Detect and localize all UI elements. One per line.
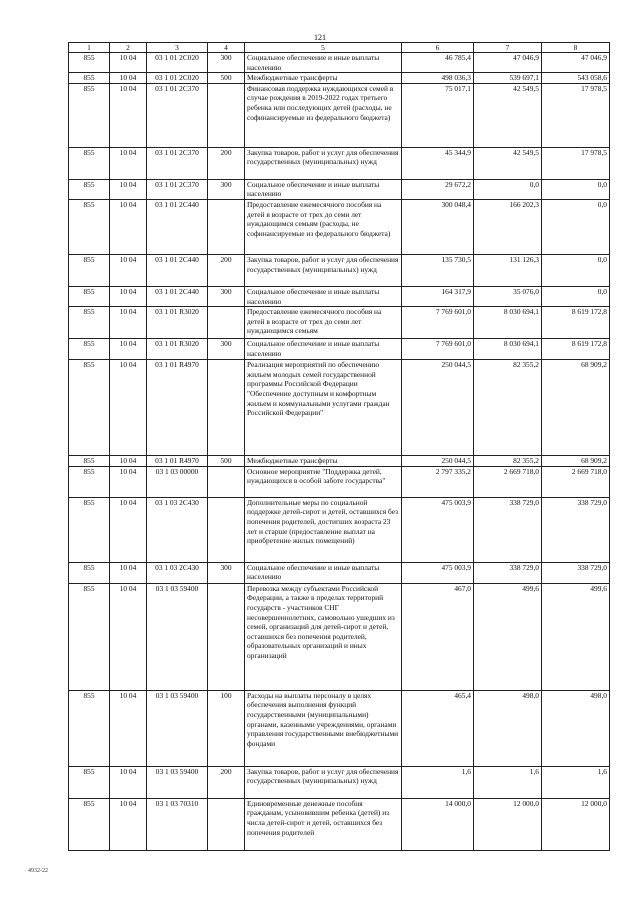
cell-expense-type: 500	[208, 456, 245, 467]
cell-amount-2023: 47 046,9	[474, 53, 542, 73]
cell-chapter: 855	[69, 583, 110, 690]
cell-description: Закупка товаров, работ и услуг для обеспечения государственных (муниципальных) нужд	[245, 766, 402, 798]
cell-target-item: 03 1 03 59400	[147, 690, 208, 766]
cell-section: 10 04	[110, 83, 147, 147]
cell-amount-2022: 2 797 335,2	[402, 466, 474, 497]
cell-amount-2024: 0,0	[542, 286, 610, 306]
cell-target-item: 03 1 01 R4970	[147, 456, 208, 467]
cell-amount-2024: 338 729,0	[542, 562, 610, 583]
table-row	[69, 73, 610, 84]
cell-amount-2023: 539 697,1	[474, 73, 542, 84]
col-header: 6	[402, 43, 474, 53]
cell-expense-type	[208, 199, 245, 254]
cell-section: 10 04	[110, 466, 147, 497]
cell-amount-2022: 7 769 601,0	[402, 307, 474, 339]
col-header: 7	[474, 43, 542, 53]
cell-target-item: 03 1 01 R3020	[147, 339, 208, 360]
table-row	[69, 339, 610, 360]
cell-amount-2024: 498,0	[542, 690, 610, 766]
cell-expense-type: 300	[208, 179, 245, 199]
cell-description: Закупка товаров, работ и услуг для обеспечения государственных (муниципальных) нужд	[245, 147, 402, 179]
col-header: 5	[245, 43, 402, 53]
cell-expense-type	[208, 83, 245, 147]
cell-chapter: 855	[69, 307, 110, 339]
cell-amount-2022: 475 003,9	[402, 497, 474, 562]
cell-chapter: 855	[69, 147, 110, 179]
cell-target-item: 03 1 01 2С020	[147, 73, 208, 84]
cell-section: 10 04	[110, 73, 147, 84]
cell-expense-type: 300	[208, 339, 245, 360]
cell-amount-2023: 82 355,2	[474, 456, 542, 467]
cell-section: 10 04	[110, 766, 147, 798]
cell-section: 10 04	[110, 360, 147, 456]
table-row	[69, 147, 610, 179]
cell-amount-2024: 68 909,2	[542, 360, 610, 456]
cell-chapter: 855	[69, 497, 110, 562]
table-row	[69, 199, 610, 254]
cell-amount-2022: 135 730,5	[402, 254, 474, 286]
cell-section: 10 04	[110, 179, 147, 199]
cell-target-item: 03 1 01 R4970	[147, 360, 208, 456]
cell-description: Финансовая поддержка нуждающихся семей в случае рождения в 2019-2022 годах третьего ребенка или последующих детей (расходы, не софинансируемые из федерального бюджета)	[245, 83, 402, 147]
cell-amount-2022: 250 044,5	[402, 456, 474, 467]
cell-amount-2024: 68 909,2	[542, 456, 610, 467]
cell-amount-2022: 475 003,9	[402, 562, 474, 583]
col-header: 3	[147, 43, 208, 53]
cell-amount-2022: 14 000,0	[402, 798, 474, 850]
cell-description: Реализация мероприятий по обеспечению жильем молодых семей государственной программы Российской Федерации "Обеспечение доступным и комфортным жильем и коммунальными услугами граждан Российской Федерации"	[245, 360, 402, 456]
cell-expense-type	[208, 497, 245, 562]
cell-target-item: 03 1 03 59400	[147, 583, 208, 690]
table-row	[69, 254, 610, 286]
cell-section: 10 04	[110, 199, 147, 254]
cell-target-item: 03 1 03 2С430	[147, 562, 208, 583]
cell-expense-type	[208, 307, 245, 339]
page-number: 121	[314, 33, 326, 42]
header-row	[69, 43, 610, 53]
cell-amount-2022: 7 769 601,0	[402, 339, 474, 360]
cell-amount-2022: 300 048,4	[402, 199, 474, 254]
cell-amount-2022: 467,0	[402, 583, 474, 690]
cell-expense-type: 300	[208, 562, 245, 583]
cell-amount-2023: 338 729,0	[474, 562, 542, 583]
cell-description: Социальное обеспечение и иные выплаты населению	[245, 562, 402, 583]
footer-code: 4932-22	[28, 868, 48, 874]
cell-amount-2024: 8 619 172,8	[542, 307, 610, 339]
cell-amount-2023: 2 669 718,0	[474, 466, 542, 497]
cell-amount-2023: 166 202,3	[474, 199, 542, 254]
cell-amount-2022: 75 017,1	[402, 83, 474, 147]
cell-target-item: 03 1 01 2С370	[147, 83, 208, 147]
cell-section: 10 04	[110, 286, 147, 306]
cell-amount-2024: 12 000,0	[542, 798, 610, 850]
cell-amount-2022: 498 036,3	[402, 73, 474, 84]
cell-amount-2023: 0,0	[474, 179, 542, 199]
cell-description: Закупка товаров, работ и услуг для обеспечения государственных (муниципальных) нужд	[245, 254, 402, 286]
cell-target-item: 03 1 03 2С430	[147, 497, 208, 562]
cell-description: Основное мероприятие "Поддержка детей, нуждающихся в особой заботе государства"	[245, 466, 402, 497]
budget-table	[68, 42, 610, 851]
cell-amount-2024: 8 619 172,8	[542, 339, 610, 360]
cell-amount-2023: 8 030 694,1	[474, 307, 542, 339]
cell-expense-type: 300	[208, 53, 245, 73]
cell-amount-2024: 338 729,0	[542, 497, 610, 562]
cell-amount-2022: 45 344,9	[402, 147, 474, 179]
table-row	[69, 307, 610, 339]
cell-expense-type: 200	[208, 766, 245, 798]
col-header: 1	[69, 43, 110, 53]
cell-chapter: 855	[69, 798, 110, 850]
cell-amount-2023: 499,6	[474, 583, 542, 690]
cell-amount-2023: 1,6	[474, 766, 542, 798]
table-row	[69, 690, 610, 766]
cell-chapter: 855	[69, 254, 110, 286]
cell-expense-type: 500	[208, 73, 245, 84]
cell-amount-2023: 82 355,2	[474, 360, 542, 456]
cell-chapter: 855	[69, 466, 110, 497]
cell-expense-type	[208, 360, 245, 456]
cell-section: 10 04	[110, 147, 147, 179]
cell-description: Единовременные денежные пособия гражданам, усыновившим ребенка (детей) из числа детей-сирот и детей, оставшихся без попечения родителей	[245, 798, 402, 850]
table-row	[69, 286, 610, 306]
cell-description: Социальное обеспечение и иные выплаты населению	[245, 179, 402, 199]
cell-amount-2023: 12 000,0	[474, 798, 542, 850]
cell-amount-2024: 1,6	[542, 766, 610, 798]
cell-expense-type	[208, 466, 245, 497]
cell-amount-2022: 465,4	[402, 690, 474, 766]
cell-section: 10 04	[110, 497, 147, 562]
cell-target-item: 03 1 01 2С440	[147, 199, 208, 254]
cell-section: 10 04	[110, 562, 147, 583]
cell-amount-2024: 543 058,6	[542, 73, 610, 84]
cell-chapter: 855	[69, 286, 110, 306]
table-row	[69, 83, 610, 147]
cell-expense-type: 100	[208, 690, 245, 766]
cell-target-item: 03 1 03 59400	[147, 766, 208, 798]
cell-section: 10 04	[110, 254, 147, 286]
cell-expense-type	[208, 798, 245, 850]
cell-chapter: 855	[69, 179, 110, 199]
cell-amount-2023: 42 549,5	[474, 147, 542, 179]
cell-section: 10 04	[110, 339, 147, 360]
cell-chapter: 855	[69, 199, 110, 254]
cell-amount-2023: 338 729,0	[474, 497, 542, 562]
cell-description: Расходы на выплаты персоналу в целях обеспечения выполнения функций государственными (муниципальными) органами, казенными учреждениями, органами управления государственными внебюджетными фондами	[245, 690, 402, 766]
cell-section: 10 04	[110, 456, 147, 467]
cell-amount-2022: 46 785,4	[402, 53, 474, 73]
cell-description: Дополнительные меры по социальной поддержке детей-сирот и детей, оставшихся без попечения родителей, достигших возраста 23 лет и старше (предоставление выплат на приобретение жилых помещений)	[245, 497, 402, 562]
cell-target-item: 03 1 01 R3020	[147, 307, 208, 339]
table-row	[69, 179, 610, 199]
cell-amount-2024: 0,0	[542, 254, 610, 286]
cell-expense-type: 200	[208, 147, 245, 179]
cell-chapter: 855	[69, 53, 110, 73]
cell-expense-type	[208, 583, 245, 690]
cell-amount-2024: 499,6	[542, 583, 610, 690]
cell-chapter: 855	[69, 73, 110, 84]
cell-amount-2022: 1,6	[402, 766, 474, 798]
cell-amount-2024: 0,0	[542, 179, 610, 199]
table-row	[69, 583, 610, 690]
cell-chapter: 855	[69, 360, 110, 456]
cell-expense-type: 200	[208, 254, 245, 286]
table-row	[69, 456, 610, 467]
cell-amount-2024: 0,0	[542, 199, 610, 254]
cell-amount-2022: 29 672,2	[402, 179, 474, 199]
cell-chapter: 855	[69, 456, 110, 467]
cell-target-item: 03 1 03 70310	[147, 798, 208, 850]
table-row	[69, 798, 610, 850]
cell-description: Предоставление ежемесячного пособия на детей в возрасте от трех до семи лет нуждающимся семьям	[245, 307, 402, 339]
cell-target-item: 03 1 01 2С440	[147, 286, 208, 306]
cell-description: Социальное обеспечение и иные выплаты населению	[245, 286, 402, 306]
cell-description: Межбюджетные трансферты	[245, 73, 402, 84]
col-header: 8	[542, 43, 610, 53]
cell-amount-2022: 250 044,5	[402, 360, 474, 456]
cell-target-item: 03 1 01 2С370	[147, 179, 208, 199]
cell-target-item: 03 1 03 00000	[147, 466, 208, 497]
cell-amount-2024: 47 046,9	[542, 53, 610, 73]
cell-section: 10 04	[110, 307, 147, 339]
cell-section: 10 04	[110, 690, 147, 766]
cell-description: Социальное обеспечение и иные выплаты населению	[245, 339, 402, 360]
cell-target-item: 03 1 01 2С440	[147, 254, 208, 286]
cell-amount-2023: 42 549,5	[474, 83, 542, 147]
col-header: 2	[110, 43, 147, 53]
table-row	[69, 53, 610, 73]
cell-target-item: 03 1 01 2С370	[147, 147, 208, 179]
cell-expense-type: 300	[208, 286, 245, 306]
table-row	[69, 766, 610, 798]
cell-section: 10 04	[110, 798, 147, 850]
cell-amount-2023: 35 076,0	[474, 286, 542, 306]
table-row	[69, 466, 610, 497]
cell-chapter: 855	[69, 83, 110, 147]
cell-description: Предоставление ежемесячного пособия на детей в возрасте от трех до семи лет нуждающимся семьям (расходы, не софинансируемые из федерального бюджета)	[245, 199, 402, 254]
cell-description: Межбюджетные трансферты	[245, 456, 402, 467]
cell-description: Перевозка между субъектами Российской Федерации, а также в пределах территорий государств - участников СНГ несовершеннолетних, самовольно ушедших из семей, организаций для детей-сирот и детей, оставшихся без попечения родителей, образовательных организаций и иных организаций	[245, 583, 402, 690]
cell-target-item: 03 1 01 2С020	[147, 53, 208, 73]
cell-amount-2023: 131 126,3	[474, 254, 542, 286]
cell-chapter: 855	[69, 562, 110, 583]
cell-amount-2024: 17 978,5	[542, 83, 610, 147]
table-row	[69, 360, 610, 456]
cell-amount-2022: 164 317,9	[402, 286, 474, 306]
table-row	[69, 562, 610, 583]
cell-amount-2024: 2 669 718,0	[542, 466, 610, 497]
cell-section: 10 04	[110, 583, 147, 690]
cell-amount-2024: 17 978,5	[542, 147, 610, 179]
cell-amount-2023: 8 030 694,1	[474, 339, 542, 360]
cell-section: 10 04	[110, 53, 147, 73]
cell-chapter: 855	[69, 766, 110, 798]
table-row	[69, 497, 610, 562]
cell-chapter: 855	[69, 339, 110, 360]
col-header: 4	[208, 43, 245, 53]
cell-description: Социальное обеспечение и иные выплаты населению	[245, 53, 402, 73]
cell-amount-2023: 498,0	[474, 690, 542, 766]
cell-chapter: 855	[69, 690, 110, 766]
